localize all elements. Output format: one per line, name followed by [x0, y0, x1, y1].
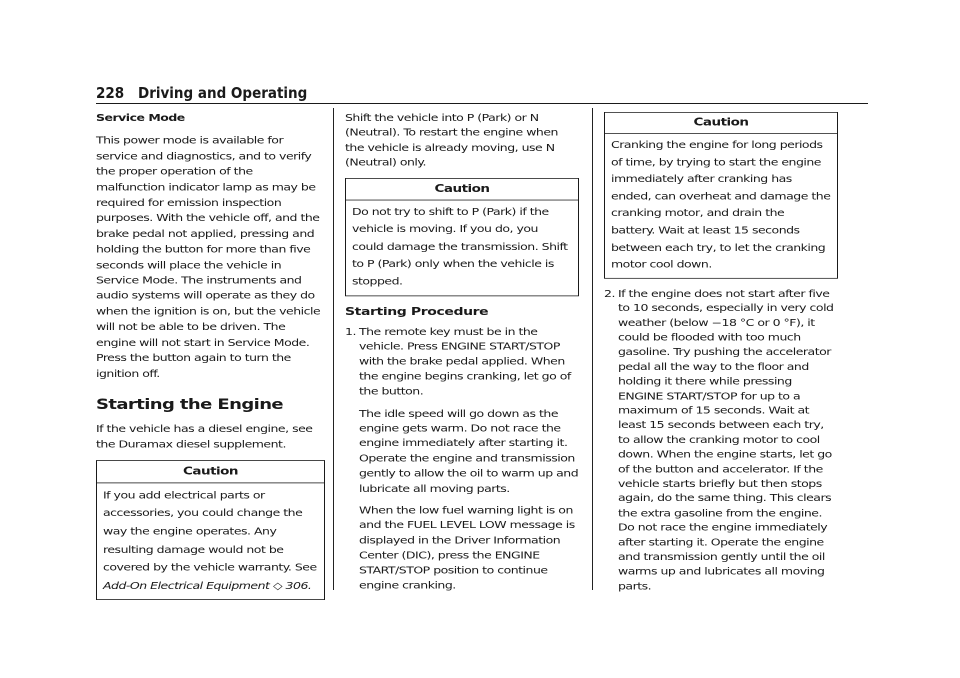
caution-box [345, 178, 579, 296]
procedure-list [604, 286, 838, 593]
service-mode-text: This power mode is available for service and diagnostics, and to verify the proper operation of the malfunction indicator lamp as may be required for emission inspection purposes. With the vehicle off, and the brake pedal not applied, pressing and holding the button for more than five seconds will place the vehicle in Service Mode. The instruments and audio systems will operate as they do when the ignition is on, but the vehicle will not be able to be driven. The engine will not start in Service Mode. Press the button again to turn the ignition off. [96, 134, 321, 379]
column-divider-2 [592, 108, 593, 590]
list-item [604, 286, 838, 593]
shift-intro: Shift the vehicle into P (Park) or N (Neutral). To restart the engine when the vehicle is already moving, use N (Neutral) only. [345, 111, 558, 169]
caution-box [604, 112, 838, 279]
column-2 [345, 110, 579, 600]
caution-title: Caution [97, 461, 324, 483]
caution-box [96, 460, 325, 600]
step-paragraph: If the engine does not start after five to 10 seconds, especially in very cold weather (below −18 °C or 0 °F), it could be flooded with too much gasoline. Try pushing the accelerator pedal all the way to the floor and holding it there while pressing ENGINE START/STOP for up to a maximum of 15 seconds. Wait at least 15 seconds between each try, to allow the cranking motor to cool down. When the engine starts, let go of the button and accelerator. If the vehicle starts briefly but then stops again, do the same thing. This clears the extra gasoline from the engine. Do not race the engine immediately after starting it. Operate the engine and transmission gently until the oil warms up and lubricates all moving parts. [618, 287, 834, 592]
header-rule [96, 103, 868, 104]
caution-ref-page[interactable]: 306. [285, 578, 312, 591]
caution-body: Cranking the engine for long periods of time, by trying to start the engine immediately after cranking has ended, can overheat and damage the cranking motor, and drain the battery. Wait at least 15 seconds between each try, to let the cranking motor cool down. [611, 139, 831, 270]
service-mode-label: Service Mode [96, 111, 185, 124]
caution-body [97, 483, 324, 599]
section-heading: Starting the Engine [96, 396, 284, 413]
step-paragraph: The remote key must be in the vehicle. Press ENGINE START/STOP with the brake pedal applied. When the engine begins cranking, let go of the button. [359, 325, 571, 397]
page-ref-icon: ◇ [272, 578, 283, 591]
caution-title: Caution [605, 113, 837, 134]
list-item [345, 324, 579, 593]
caution-text: If you add electrical parts or accessories, you could change the way the engine operates. Any resulting damage would not be covered by the vehicle warranty. See [103, 488, 317, 573]
column-divider-1 [333, 108, 334, 590]
caution-title: Caution [346, 178, 578, 200]
step-paragraph: The idle speed will go down as the engine gets warm. Do not race the engine immediately after starting it. Operate the engine and transmission gently to allow the oil to warm up and lubricate all moving parts. [359, 407, 579, 494]
procedure-list [345, 324, 579, 593]
step-number: 2. [604, 287, 615, 299]
step-paragraph: When the low fuel warning light is on and the FUEL LEVEL LOW message is displayed in the Driver Information Center (DIC), press the ENGINE START/STOP position to continue engine cranking. [359, 504, 575, 591]
step-number: 1. [345, 325, 356, 337]
caution-body: Do not try to shift to P (Park) if the vehicle is moving. If you do, you could damage the transmission. Shift to P (Park) only when the vehicle is stopped. [352, 205, 568, 287]
column-1 [96, 110, 325, 600]
caution-ref-link[interactable]: Add-On Electrical Equipment [103, 578, 270, 591]
column-3 [604, 112, 838, 600]
section-title: Driving and Operating [138, 84, 308, 102]
diesel-note: If the vehicle has a diesel engine, see the Duramax diesel supplement. [96, 422, 313, 450]
page-number: 228 [96, 84, 125, 102]
subsection-heading: Starting Procedure [345, 305, 489, 318]
